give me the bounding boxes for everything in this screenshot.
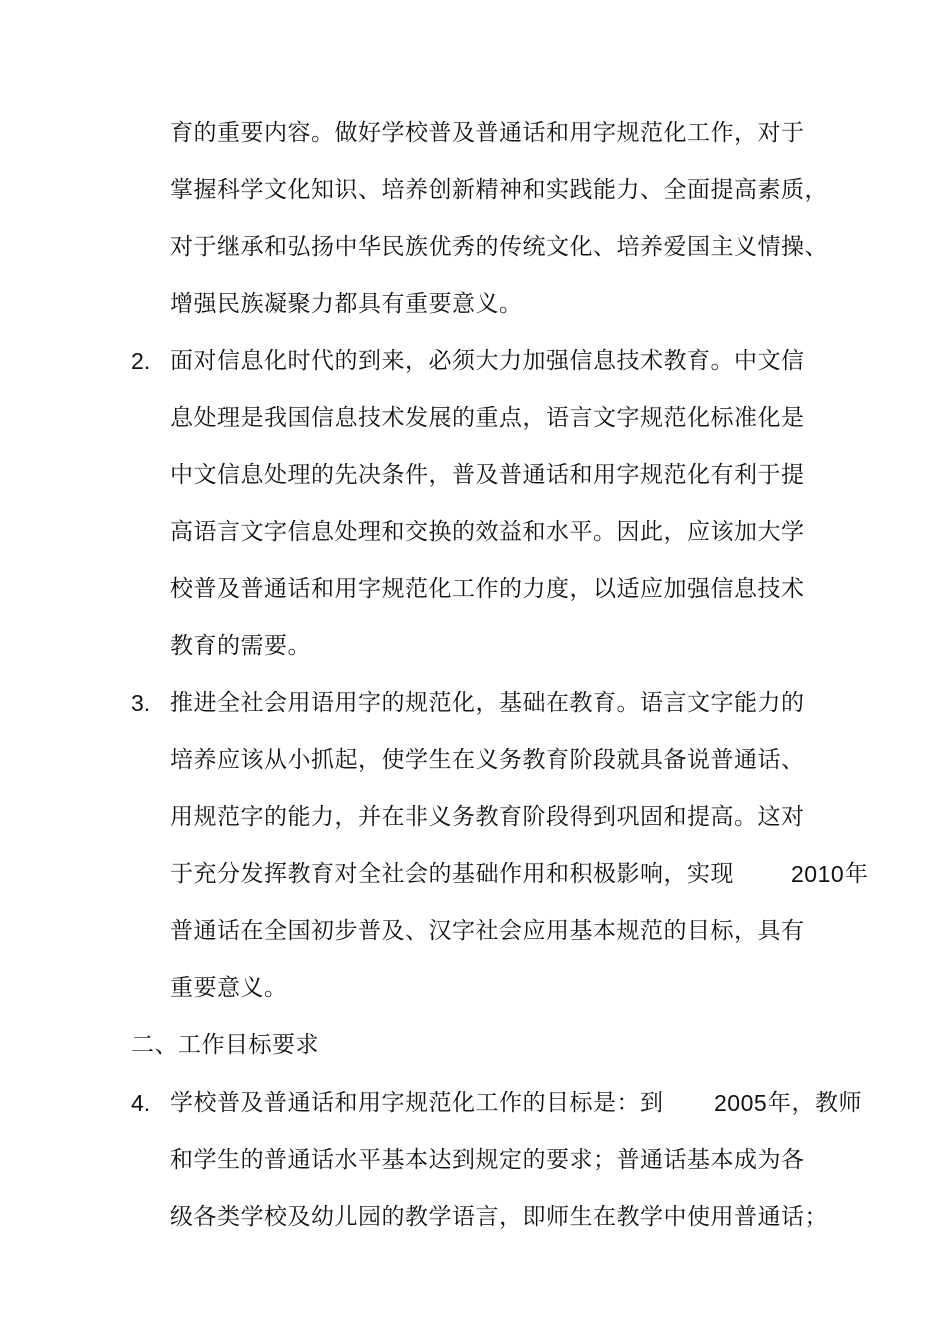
line-text: 年	[845, 861, 869, 887]
list-item-line: 用规范字的能力，并在非义务教育阶段得到巩固和提高。这对	[170, 804, 805, 830]
list-item-line: 级各类学校及幼儿园的教学语言，即师生在教学中使用普通话；	[170, 1204, 828, 1230]
list-item-line: 学校普及普通话和用字规范化工作的目标是：到	[170, 1090, 664, 1116]
list-item-line: 息处理是我国信息技术发展的重点，语言文字规范化标准化是	[170, 405, 805, 431]
list-number: 3.	[131, 690, 151, 716]
list-item-line: 中文信息处理的先决条件，普及普通话和用字规范化有利于提	[170, 462, 805, 488]
list-number: 2.	[131, 348, 151, 374]
list-item-line	[170, 859, 734, 889]
list-item-line: 校普及普通话和用字规范化工作的力度，以适应加强信息技术	[170, 576, 805, 602]
paragraph-line: 对于继承和弘扬中华民族优秀的传统文化、培养爱国主义情操、	[170, 234, 828, 260]
list-number: 4.	[131, 1090, 151, 1116]
paragraph-line: 增强民族凝聚力都具有重要意义。	[170, 291, 523, 317]
line-text: 年，教师	[768, 1090, 862, 1116]
paragraph-line: 掌握科学文化知识、培养创新精神和实践能力、全面提高素质，	[170, 177, 828, 203]
line-text: 于充分发挥教育对全社会的基础作用和积极影响，实现	[170, 861, 734, 887]
list-item-line: 培养应该从小抓起，使学生在义务教育阶段就具备说普通话、	[170, 747, 805, 773]
list-item-line: 重要意义。	[170, 975, 288, 1001]
list-item-line: 和学生的普通话水平基本达到规定的要求；普通话基本成为各	[170, 1147, 805, 1173]
list-item-line: 教育的需要。	[170, 633, 311, 659]
list-item-line: 高语言文字信息处理和交换的效益和水平。因此，应该加大学	[170, 519, 805, 545]
section-heading: 二、工作目标要求	[131, 1032, 319, 1058]
list-item-line: 推进全社会用语用字的规范化，基础在教育。语言文字能力的	[170, 690, 805, 716]
paragraph-line: 育的重要内容。做好学校普及普通话和用字规范化工作，对于	[170, 120, 805, 146]
year-text: 2010	[791, 861, 845, 887]
year-text: 2005	[714, 1090, 768, 1116]
list-item-line: 普通话在全国初步普及、汉字社会应用基本规范的目标，具有	[170, 918, 805, 944]
list-item-line: 面对信息化时代的到来，必须大力加强信息技术教育。中文信	[170, 348, 805, 374]
